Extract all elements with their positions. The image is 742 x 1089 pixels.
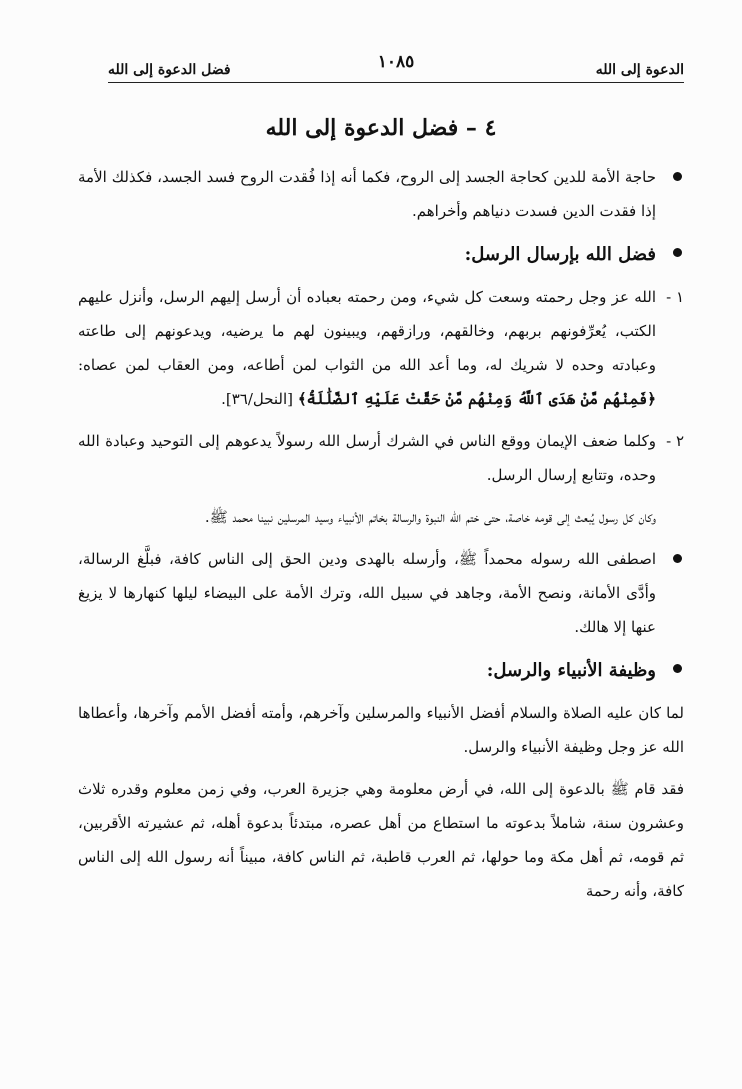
item-number: ٢ - — [666, 432, 684, 450]
subheading-sending-messengers: فضل الله بإرسال الرسل: — [78, 236, 684, 274]
quran-verse: ﴿فَمِنْهُم مَّنْ هَدَى ٱللَّهُ وَمِنْهُم مَّنْ حَقَّتْ عَلَيْهِ ٱلضَّلَٰلَةُ﴾ — [297, 390, 656, 408]
running-header — [108, 52, 684, 83]
bullet-paragraph: اصطفى الله رسوله محمداً ﷺ، وأرسله بالهدى ودين الحق إلى الناس كافة، فبلَّغ الرسالة، وأدَّى الأمانة، ونصح الأمة، وجاهد في سبيل الله، وترك الأمة على البيضاء ليلها كنهارها لا يزيغ عنها إلا هالك. — [78, 542, 684, 644]
header-chapter-title: فضل الدعوة إلى الله — [108, 62, 231, 78]
paragraph-text: الله عز وجل رحمته وسعت كل شيء، ومن رحمته بعباده أن أرسل إليهم الرسل، وأنزل عليهم الكتب، يُعرِّفونهم بربهم، وخالقهم، ورازقهم، ويبينون لهم ما يرضيه، ويدعونهم إلى طاعته وعبادته وحده لا شريك له، وما أعد الله من الثواب لمن أطاعه، ومن العقاب لمن عصاه: — [78, 288, 656, 374]
numbered-paragraph-2 — [78, 424, 684, 492]
section-title: ٤ – فضل الدعوة إلى الله — [265, 115, 497, 141]
bullet-paragraph: حاجة الأمة للدين كحاجة الجسد إلى الروح، فكما أنه إذا فُقدت الروح فسد الجسد، فكذلك الأمة إذا فقدت الدين فسدت دنياهم وأخراهم. — [78, 160, 684, 228]
body-paragraph: فقد قام ﷺ بالدعوة إلى الله، في أرض معلومة وهي جزيرة العرب، وفي زمن معلوم وقدره ثلاث وعشرون سنة، شاملاً بدعوته ما استطاع من أهل عصره، مبتدئاً بدعوة أهله، ثم عشيرته الأقربين، ثم قومه، ثم أهل مكة وما حولها، ثم العرب قاطبة، ثم الناس كافة، مبيناً أنه رسول الله إلى الناس كافة، وأنه رحمة — [78, 780, 684, 900]
subheading-prophets-role: وظيفة الأنبياء والرسل: — [78, 652, 684, 690]
header-book-title: الدعوة إلى الله — [595, 62, 684, 78]
paragraph-text: وكلما ضعف الإيمان ووقع الناس في الشرك أرسل الله رسولاً يدعوهم إلى التوحيد وعبادة الله وحده، وتتابع إرسال الرسل. — [78, 432, 656, 484]
continuation-paragraph: وكان كل رسول يُبعث إلى قومه خاصة، حتى ختم الله النبوة والرسالة بخاتم الأنبياء وسيد المرسلين نبينا محمد ﷺ. — [204, 508, 656, 526]
body-paragraph: لما كان عليه الصلاة والسلام أفضل الأنبياء والمرسلين وآخرهم، وأمته أفضل الأمم وآخرها، وأعطاها الله عز وجل وظيفة الأنبياء والرسل. — [78, 704, 684, 756]
page-body — [78, 108, 684, 916]
item-number: ١ - — [666, 288, 684, 306]
numbered-paragraph-1 — [78, 280, 684, 416]
verse-reference: [النحل/٣٦]. — [221, 390, 294, 408]
page-number: ١٠٨٥ — [377, 52, 415, 72]
